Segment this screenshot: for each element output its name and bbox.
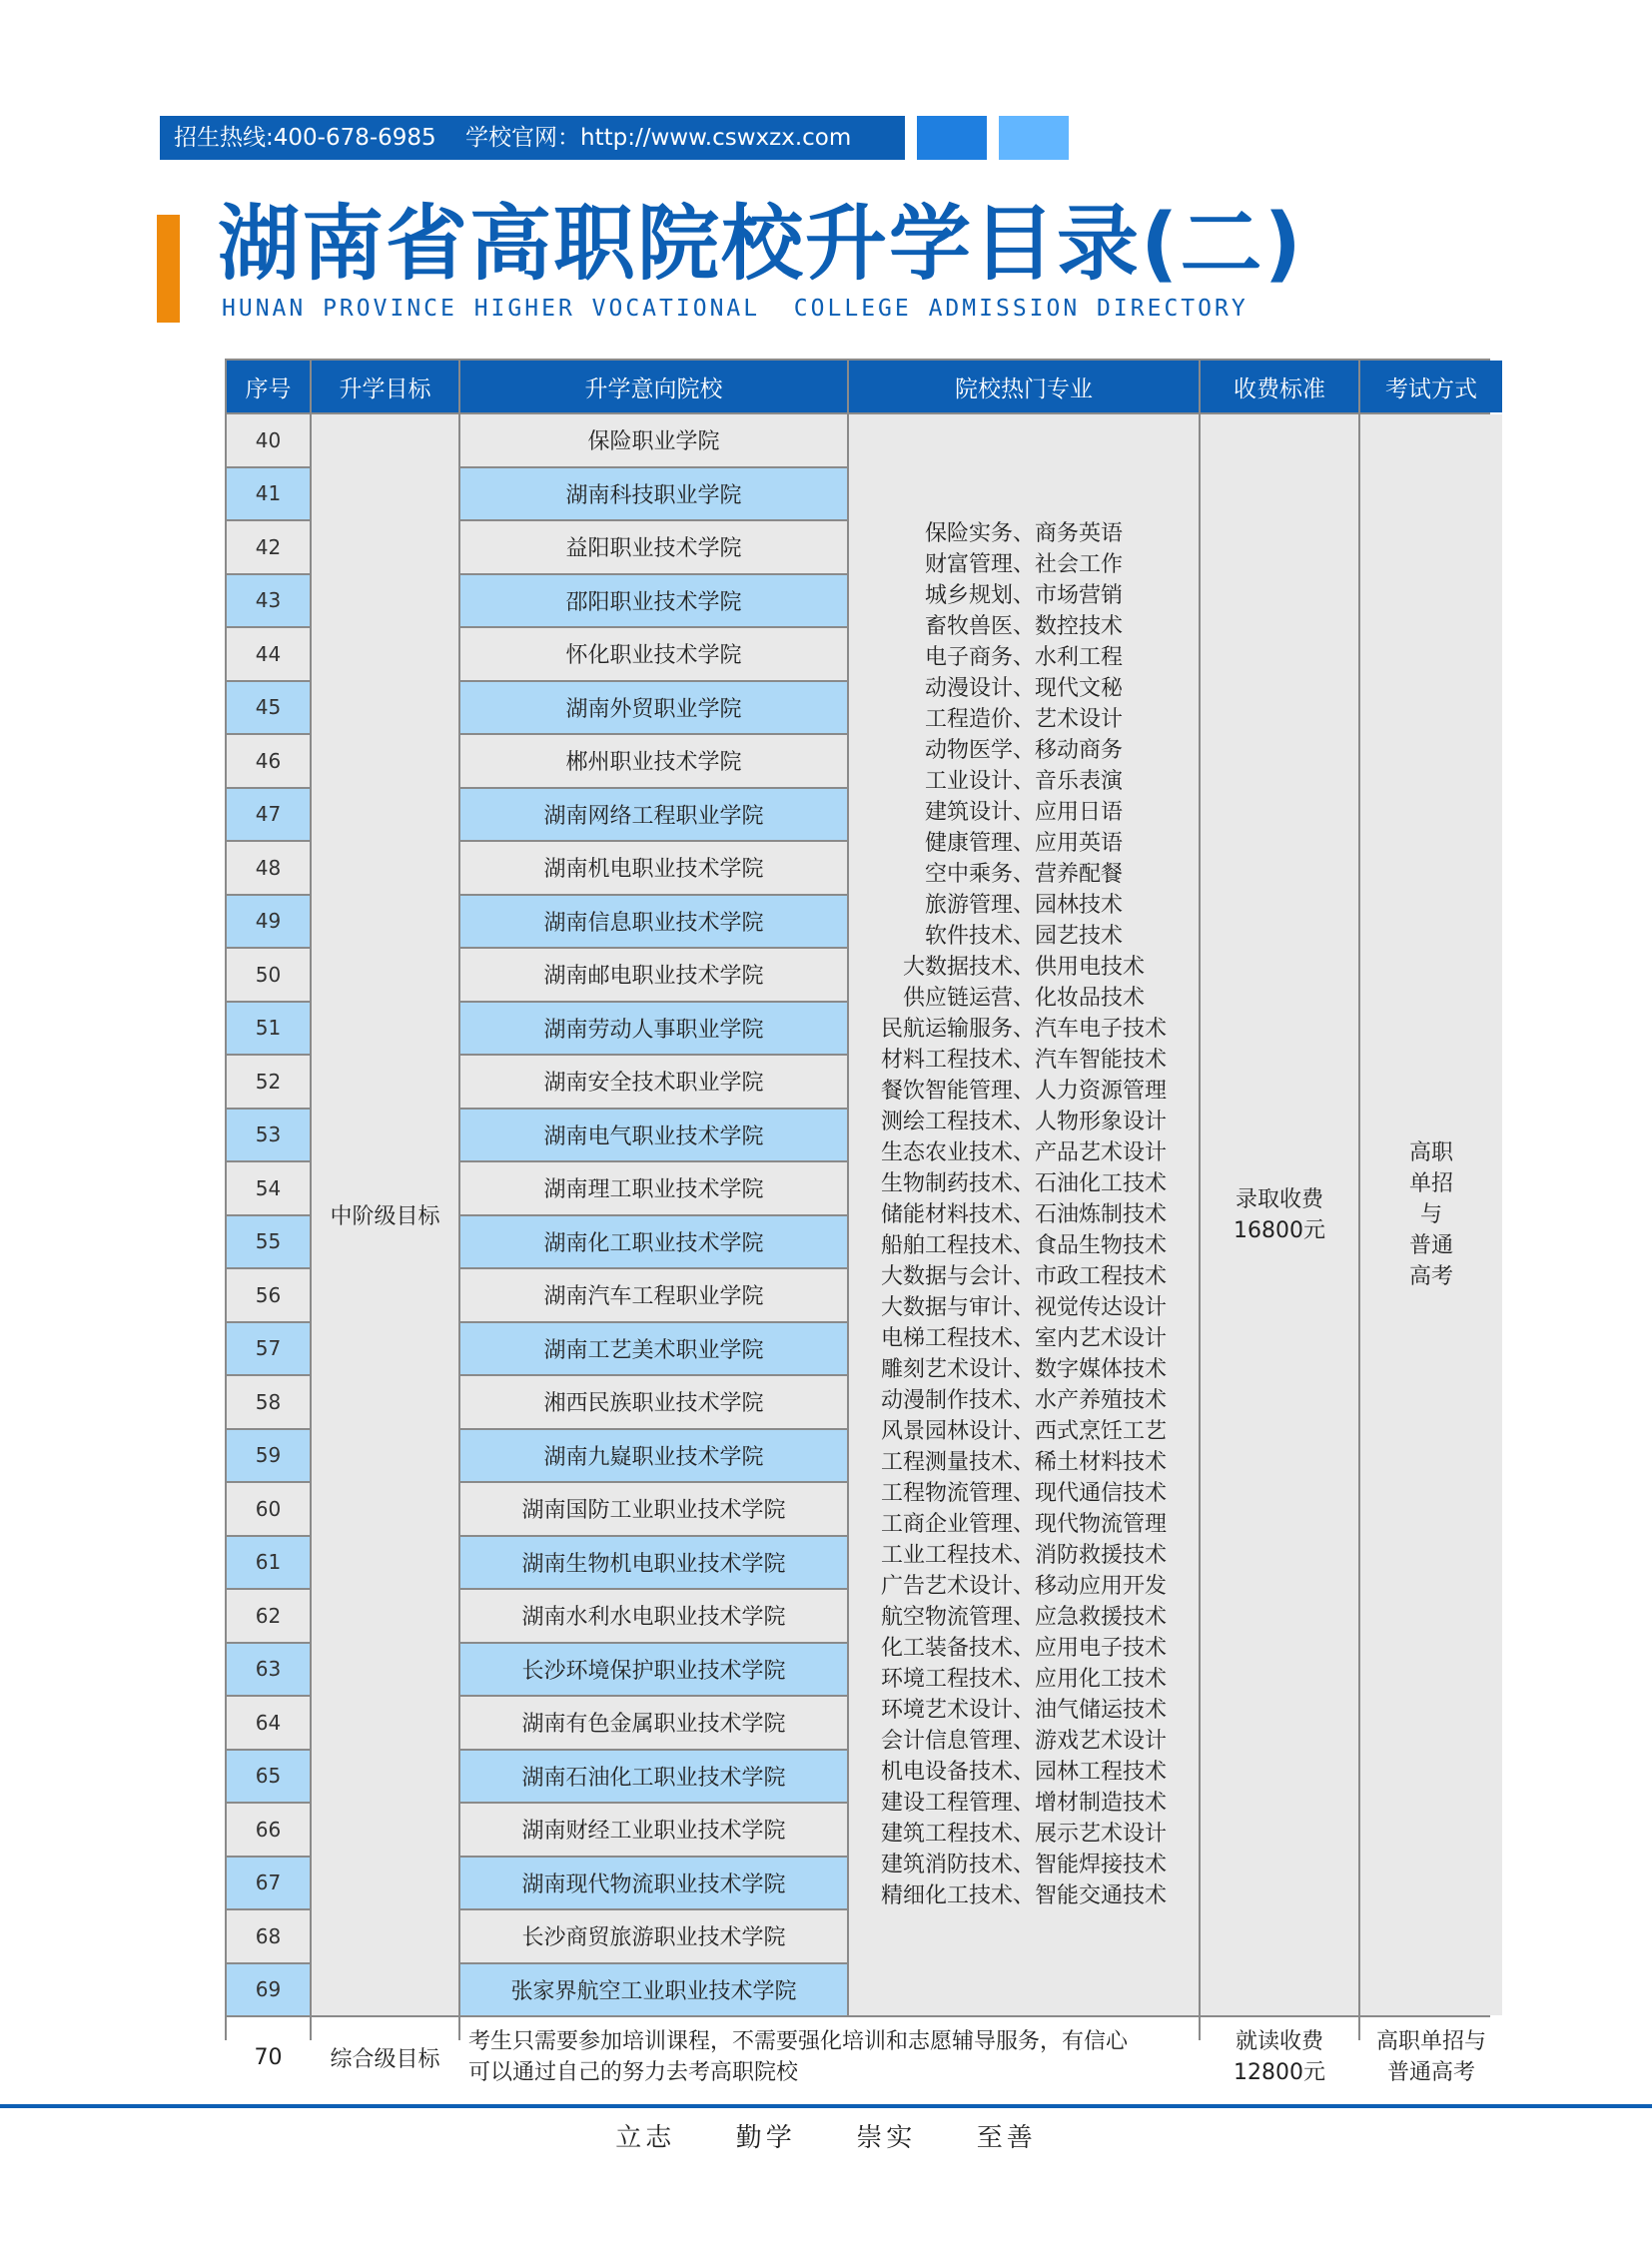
- header-cell-no: 序号: [227, 361, 310, 412]
- fee-cell-mid: [1201, 414, 1358, 2015]
- major-line: 建筑设计、应用日语: [924, 800, 1123, 825]
- row-number-cell: 41: [227, 468, 310, 520]
- title-accent-bar: [157, 215, 180, 323]
- row-number-cell: 55: [227, 1216, 310, 1268]
- footer-divider: [0, 2104, 1652, 2108]
- majors-cell: [849, 414, 1199, 2015]
- major-line: 城乡规划、市场营销: [924, 583, 1123, 608]
- major-line: 工程物流管理、现代通信技术: [880, 1481, 1167, 1506]
- major-line: 空中乘务、营养配餐: [924, 862, 1123, 887]
- header-cell-exam: 考试方式: [1360, 361, 1502, 412]
- major-line: 动漫设计、现代文秘: [924, 676, 1123, 701]
- row-number-cell: 48: [227, 842, 310, 894]
- school-cell: 湖南机电职业技术学院: [460, 842, 847, 894]
- school-cell: 湖南工艺美术职业学院: [460, 1323, 847, 1375]
- major-line: 民航运输服务、汽车电子技术: [880, 1017, 1167, 1042]
- decor-block-dark: [917, 116, 987, 160]
- major-line: 工业设计、音乐表演: [924, 769, 1123, 794]
- major-line: 电子商务、水利工程: [924, 645, 1123, 670]
- major-line: 材料工程技术、汽车智能技术: [880, 1048, 1167, 1073]
- row-number-cell: 43: [227, 575, 310, 627]
- school-cell: 益阳职业技术学院: [460, 521, 847, 573]
- school-cell: 湖南安全技术职业学院: [460, 1056, 847, 1108]
- row-number-cell: 58: [227, 1376, 310, 1428]
- school-cell: 湖南有色金属职业技术学院: [460, 1697, 847, 1749]
- row-number-cell: 60: [227, 1483, 310, 1535]
- row-number-cell: 64: [227, 1697, 310, 1749]
- school-cell: 湖南国防工业职业技术学院: [460, 1483, 847, 1535]
- school-cell: 湖南财经工业职业技术学院: [460, 1804, 847, 1856]
- school-cell: 湘西民族职业技术学院: [460, 1376, 847, 1428]
- school-cell: 湖南现代物流职业技术学院: [460, 1858, 847, 1909]
- major-line: 工业工程技术、消防救援技术: [880, 1543, 1167, 1568]
- major-line: 测绘工程技术、人物形象设计: [880, 1110, 1167, 1134]
- school-cell: 保险职业学院: [460, 414, 847, 466]
- school-cell: 湖南劳动人事职业学院: [460, 1003, 847, 1055]
- row-number-cell: 56: [227, 1269, 310, 1321]
- row-number-cell: 62: [227, 1590, 310, 1642]
- school-cell: 长沙环境保护职业技术学院: [460, 1644, 847, 1696]
- website-label: 学校官网：http://www.cswxzx.com: [465, 125, 852, 151]
- fee-mid-line2: 16800元: [1234, 1217, 1325, 1243]
- major-line: 工程造价、艺术设计: [924, 707, 1123, 732]
- school-cell: 张家界航空工业职业技术学院: [460, 1964, 847, 2016]
- school-cell: 湖南汽车工程职业学院: [460, 1269, 847, 1321]
- exam-mid-line: 与: [1419, 1202, 1442, 1227]
- footer-motto: 立志 勤学 崇实 至善: [615, 2123, 1037, 2153]
- major-line: 供应链运营、化妆品技术: [902, 986, 1145, 1011]
- school-cell: 湖南理工职业技术学院: [460, 1162, 847, 1214]
- school-cell: 湖南九嶷职业技术学院: [460, 1430, 847, 1482]
- row-number-cell: 69: [227, 1964, 310, 2016]
- major-line: 大数据与会计、市政工程技术: [880, 1264, 1167, 1289]
- major-line: 建筑消防技术、智能焊接技术: [880, 1853, 1167, 1877]
- last-row-fee: [1201, 2017, 1358, 2097]
- major-line: 工程测量技术、稀土材料技术: [880, 1450, 1167, 1475]
- major-line: 动物医学、移动商务: [924, 738, 1123, 763]
- major-line: 电梯工程技术、室内艺术设计: [880, 1326, 1167, 1351]
- row-number-cell: 42: [227, 521, 310, 573]
- hotline-bar: [160, 116, 905, 160]
- school-cell: 湖南外贸职业学院: [460, 682, 847, 734]
- row-number-cell: 49: [227, 896, 310, 948]
- major-line: 生物制药技术、石油化工技术: [880, 1171, 1167, 1196]
- school-cell: 怀化职业技术学院: [460, 628, 847, 680]
- major-line: 动漫制作技术、水产养殖技术: [880, 1388, 1167, 1413]
- school-cell: 湖南化工职业技术学院: [460, 1216, 847, 1268]
- major-line: 畜牧兽医、数控技术: [924, 614, 1123, 639]
- header-cell-majors: 院校热门专业: [849, 361, 1199, 412]
- page-subtitle: HUNAN PROVINCE HIGHER VOCATIONAL COLLEGE ADMISSION DIRECTORY: [222, 296, 1248, 322]
- last-fee-line2: 12800元: [1234, 2060, 1325, 2085]
- last-row-desc-line1: 考生只需要参加培训课程，不需要强化培训和志愿辅导服务，有信心: [468, 2029, 1129, 2054]
- major-line: 大数据与审计、视觉传达设计: [880, 1295, 1167, 1320]
- school-cell: 湖南网络工程职业学院: [460, 789, 847, 841]
- major-line: 航空物流管理、应急救援技术: [880, 1605, 1167, 1630]
- last-row-goal: 综合级目标: [312, 2017, 458, 2097]
- goal-cell-mid: 中阶级目标: [312, 414, 458, 2015]
- page-title: 湖南省高职院校升学目录(二): [218, 197, 1303, 292]
- row-number-cell: 52: [227, 1056, 310, 1108]
- majors-list: [881, 518, 1167, 1911]
- last-exam-line1: 高职单招与: [1375, 2029, 1486, 2054]
- major-line: 精细化工技术、智能交通技术: [880, 1883, 1167, 1908]
- exam-cell-mid: [1360, 414, 1502, 2015]
- header-cell-school: 升学意向院校: [460, 361, 847, 412]
- last-fee-line1: 就读收费: [1235, 2029, 1323, 2054]
- major-line: 雕刻艺术设计、数字媒体技术: [880, 1357, 1167, 1382]
- row-number-cell: 45: [227, 682, 310, 734]
- major-line: 船舶工程技术、食品生物技术: [880, 1233, 1167, 1258]
- major-line: 广告艺术设计、移动应用开发: [880, 1574, 1167, 1599]
- school-cell: 长沙商贸旅游职业技术学院: [460, 1910, 847, 1962]
- major-line: 生态农业技术、产品艺术设计: [880, 1140, 1167, 1165]
- school-cell: 湖南邮电职业技术学院: [460, 949, 847, 1001]
- last-row-desc-line2: 可以通过自己的努力去考高职院校: [468, 2060, 799, 2085]
- major-line: 保险实务、商务英语: [924, 521, 1123, 546]
- row-number-cell: 59: [227, 1430, 310, 1482]
- exam-mid-line: 高职: [1408, 1140, 1453, 1165]
- major-line: 软件技术、园艺技术: [924, 924, 1123, 949]
- major-line: 大数据技术、供用电技术: [902, 955, 1145, 980]
- exam-mid-line: 普通: [1408, 1233, 1453, 1258]
- row-number-cell: 63: [227, 1644, 310, 1696]
- hotline-label: 招生热线:400-678-6985: [174, 125, 436, 151]
- row-number-cell: 51: [227, 1003, 310, 1055]
- school-cell: 湖南电气职业技术学院: [460, 1110, 847, 1161]
- header-cell-goal: 升学目标: [312, 361, 458, 412]
- major-line: 财富管理、社会工作: [924, 552, 1123, 577]
- exam-mid-line: 高考: [1408, 1264, 1453, 1289]
- row-number-cell: 46: [227, 735, 310, 787]
- school-cell: 湖南生物机电职业技术学院: [460, 1537, 847, 1589]
- major-line: 机电设备技术、园林工程技术: [880, 1760, 1167, 1785]
- school-cell: 湖南水利水电职业技术学院: [460, 1590, 847, 1642]
- row-number-cell: 40: [227, 414, 310, 466]
- school-cell: 邵阳职业技术学院: [460, 575, 847, 627]
- major-line: 工商企业管理、现代物流管理: [880, 1512, 1167, 1537]
- row-number-cell: 67: [227, 1858, 310, 1909]
- school-cell: 湖南科技职业学院: [460, 468, 847, 520]
- row-number-cell: 54: [227, 1162, 310, 1214]
- row-number-cell: 66: [227, 1804, 310, 1856]
- row-number-cell: 57: [227, 1323, 310, 1375]
- major-line: 健康管理、应用英语: [924, 831, 1123, 856]
- school-cell: 郴州职业技术学院: [460, 735, 847, 787]
- school-cell: 湖南石油化工职业技术学院: [460, 1751, 847, 1803]
- last-row-exam: [1360, 2017, 1502, 2097]
- row-number-cell: 65: [227, 1751, 310, 1803]
- row-number-cell: 61: [227, 1537, 310, 1589]
- major-line: 化工装备技术、应用电子技术: [880, 1636, 1167, 1661]
- directory-table: [225, 359, 1490, 2085]
- row-number-cell: 47: [227, 789, 310, 841]
- fee-mid-line1: 录取收费: [1235, 1186, 1323, 1212]
- row-number-cell: 50: [227, 949, 310, 1001]
- major-line: 建设工程管理、增材制造技术: [880, 1791, 1167, 1816]
- last-row-description: [460, 2017, 1199, 2097]
- row-number-cell: 68: [227, 1910, 310, 1962]
- last-row-no: 70: [227, 2017, 310, 2097]
- row-number-cell: 53: [227, 1110, 310, 1161]
- exam-mid-line: 单招: [1408, 1171, 1453, 1196]
- row-number-cell: 44: [227, 628, 310, 680]
- school-cell: 湖南信息职业技术学院: [460, 896, 847, 948]
- major-line: 餐饮智能管理、人力资源管理: [880, 1079, 1167, 1104]
- major-line: 风景园林设计、西式烹饪工艺: [880, 1419, 1167, 1444]
- last-exam-line2: 普通高考: [1386, 2060, 1475, 2085]
- header-cell-fee: 收费标准: [1201, 361, 1358, 412]
- major-line: 建筑工程技术、展示艺术设计: [880, 1822, 1167, 1847]
- major-line: 会计信息管理、游戏艺术设计: [880, 1729, 1167, 1754]
- major-line: 环境工程技术、应用化工技术: [880, 1667, 1167, 1692]
- major-line: 储能材料技术、石油炼制技术: [880, 1202, 1167, 1227]
- decor-block-light: [999, 116, 1069, 160]
- major-line: 旅游管理、园林技术: [924, 893, 1123, 918]
- major-line: 环境艺术设计、油气储运技术: [880, 1698, 1167, 1723]
